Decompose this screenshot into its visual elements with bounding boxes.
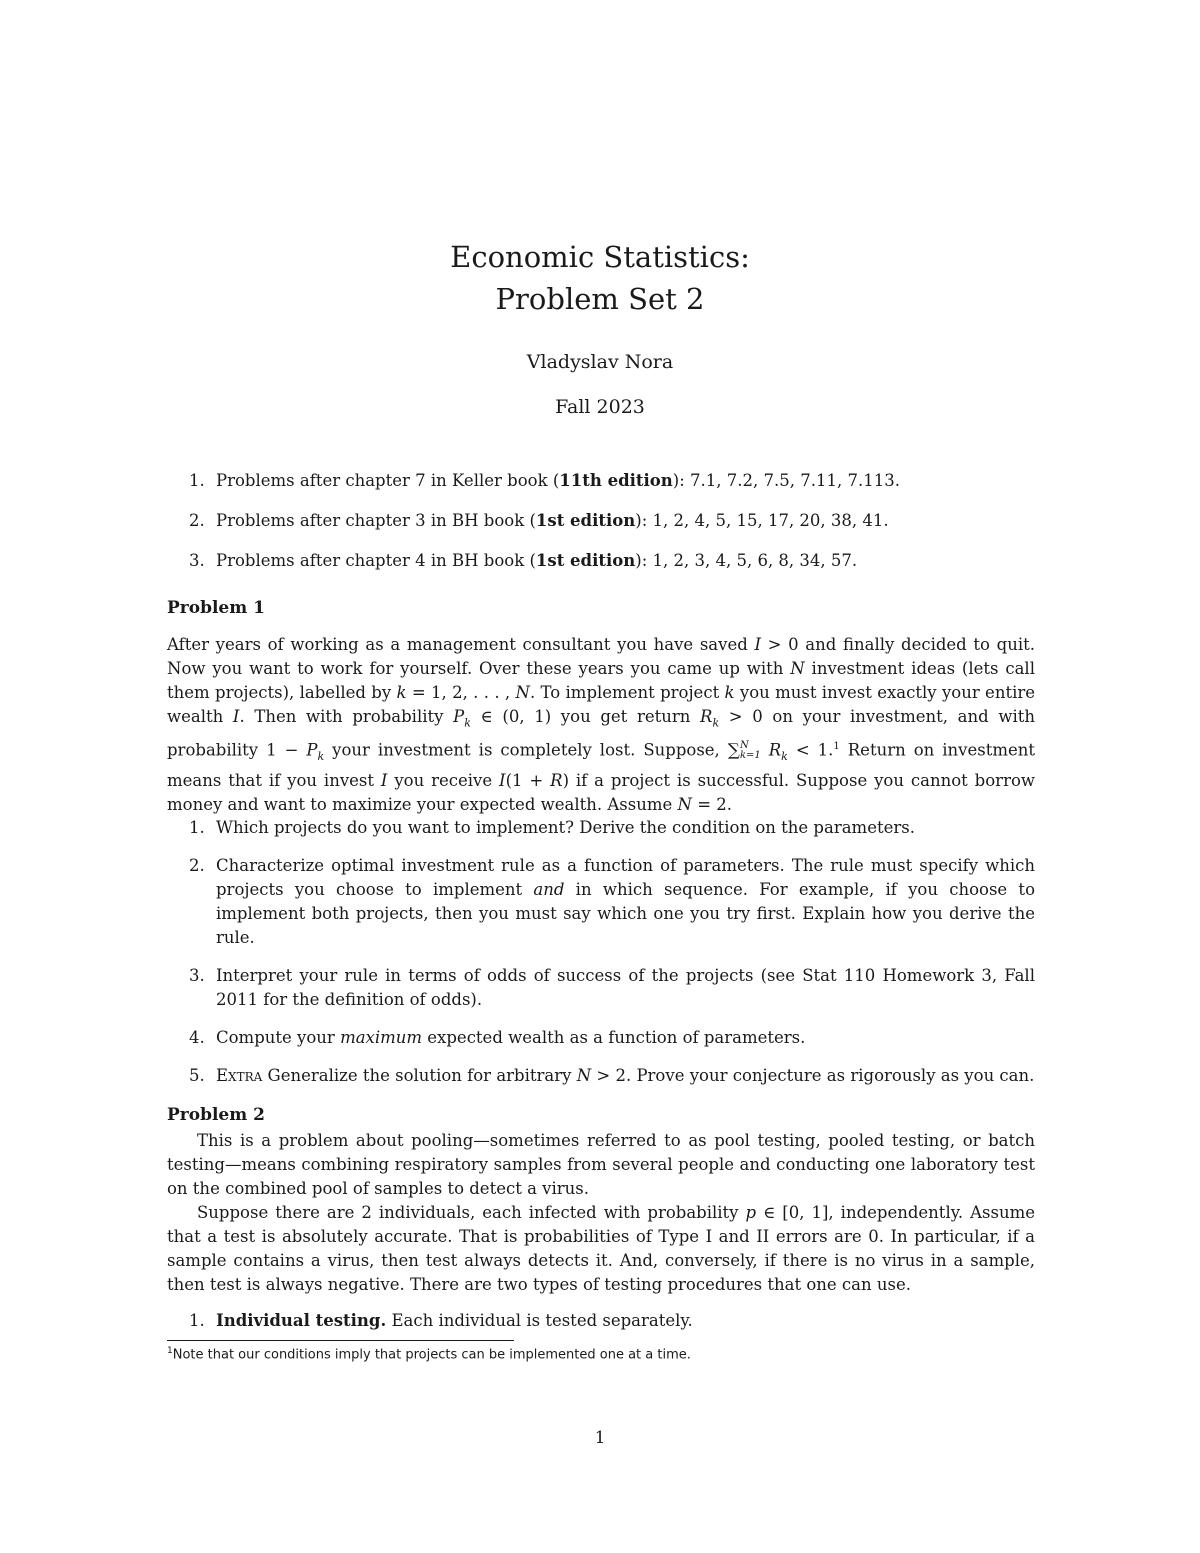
assignment-text: Problems after chapter 3 in BH book (	[216, 511, 536, 530]
problem-2-list	[167, 1309, 1035, 1333]
problem-2-heading: Problem 2	[167, 1105, 265, 1125]
question-text: expected wealth as a function of parameters.	[422, 1028, 806, 1047]
assignment-problems: ): 7.1, 7.2, 7.5, 7.11, 7.113.	[672, 471, 900, 490]
question-text: Interpret your rule in terms of odds of success of the projects (see Stat 110 Homework 3, Fall 2011 for the definition of odds).	[216, 966, 1035, 1009]
assignment-item	[167, 469, 1035, 493]
problem-2-para-2: Suppose there are 2 individuals, each infected with probability p ∈ [0, 1], independently. Assume that a test is absolutely accurate. That is probabilities of Type I and II errors are 0. In particular, if a sample contains a virus, then test always detects it. And, conversely, if there is no virus in a sample, then test is always negative. There are two types of testing procedures that one can use.	[167, 1203, 1035, 1294]
problem-2-para-1: This is a problem about pooling—sometimes referred to as pool testing, pooled testing, or batch testing—means combining respiratory samples from several people and conducting one laboratory test on the combined pool of samples to detect a virus.	[167, 1131, 1035, 1198]
edition-bold: 1st edition	[535, 511, 636, 530]
item-number: 1.	[189, 471, 205, 490]
emphasis: and	[533, 880, 565, 899]
title-line-1: Economic Statistics:	[450, 240, 750, 274]
extra-label: Extra	[216, 1066, 263, 1085]
question-item: 5. Extra Generalize the solution for arbitrary N > 2. Prove your conjecture as rigorously as you can.	[167, 1064, 1035, 1088]
item-number: 2.	[189, 856, 205, 875]
question-text: Which projects do you want to implement? Derive the condition on the parameters.	[216, 818, 915, 837]
question-item	[167, 816, 1035, 840]
emphasis: maximum	[340, 1028, 423, 1047]
author: Vladyslav Nora	[526, 351, 674, 373]
edition-bold: 1st edition	[535, 551, 636, 570]
problem-1-heading: Problem 1	[167, 598, 265, 618]
question-text: > 2. Prove your conjecture as rigorously as you can.	[591, 1066, 1035, 1085]
testing-item	[167, 1309, 1035, 1333]
assignment-text: Problems after chapter 7 in Keller book (	[216, 471, 560, 490]
problem-1-intro: After years of working as a management consultant you have saved I > 0 and finally decided to quit. Now you want to work for yourself. Over these years you came up with N investment ideas (lets call them projects), labelled by k = 1, 2, . . . , N. To implement project k you must invest exactly your entire wealth I. Then with probability $P_k$ ∈ (0, 1) you get return $R_k > 0$ on your investment, and with probability $1 - P_k$ your investment is completely lost. Suppose, ∑ N k=1 $R_k < 1.^1$ Return on investment means that if you invest I you receive I(1 + R) if a project is successful. Suppose you cannot borrow money and want to maximize your expected wealth. Assume N = 2.	[167, 635, 1036, 815]
question-text: Characterize optimal investment rule as a function of parameters. The rule must specify which projects you choose to implement	[216, 856, 1035, 899]
item-number: 5.	[189, 1066, 205, 1085]
item-number: 4.	[189, 1028, 205, 1047]
question-text: in which sequence. For example, if you choose to implement both projects, then you must say which one you try first. Explain how you derive the rule.	[216, 880, 1036, 947]
item-number: 1.	[189, 818, 205, 837]
footnote-ref: 1	[833, 741, 840, 753]
item-number: 3.	[189, 551, 205, 570]
problem-2-body	[167, 1129, 1035, 1297]
assignment-item	[167, 549, 1035, 573]
item-number: 2.	[189, 511, 205, 530]
question-item	[167, 854, 1035, 950]
date: Fall 2023	[555, 396, 645, 418]
footnote-text: Note that our conditions imply that projects can be implemented one at a time.	[172, 1347, 691, 1363]
edition-bold: 11th edition	[559, 471, 673, 490]
question-text: Compute your	[216, 1028, 341, 1047]
question-item	[167, 964, 1035, 1012]
assignment-problems: ): 1, 2, 3, 4, 5, 6, 8, 34, 57.	[635, 551, 858, 570]
problem-1-questions	[167, 816, 1035, 1088]
assignment-list	[167, 469, 1035, 573]
item-number: 3.	[189, 966, 205, 985]
item-number: 1.	[189, 1311, 205, 1330]
testing-type: Individual testing.	[216, 1311, 387, 1330]
question-text: Generalize the solution for arbitrary	[262, 1066, 577, 1085]
assignment-item	[167, 509, 1035, 533]
footnote-rule	[167, 1340, 514, 1341]
title-line-2: Problem Set 2	[495, 282, 705, 316]
page-number: 1	[594, 1428, 606, 1448]
testing-description: Each individual is tested separately.	[386, 1311, 693, 1330]
footnote	[167, 1346, 691, 1362]
question-item	[167, 1026, 1035, 1050]
assignment-text: Problems after chapter 4 in BH book (	[216, 551, 536, 570]
footnote-mark: 1	[167, 1346, 173, 1356]
assignment-problems: ): 1, 2, 4, 5, 15, 17, 20, 38, 41.	[635, 511, 889, 530]
